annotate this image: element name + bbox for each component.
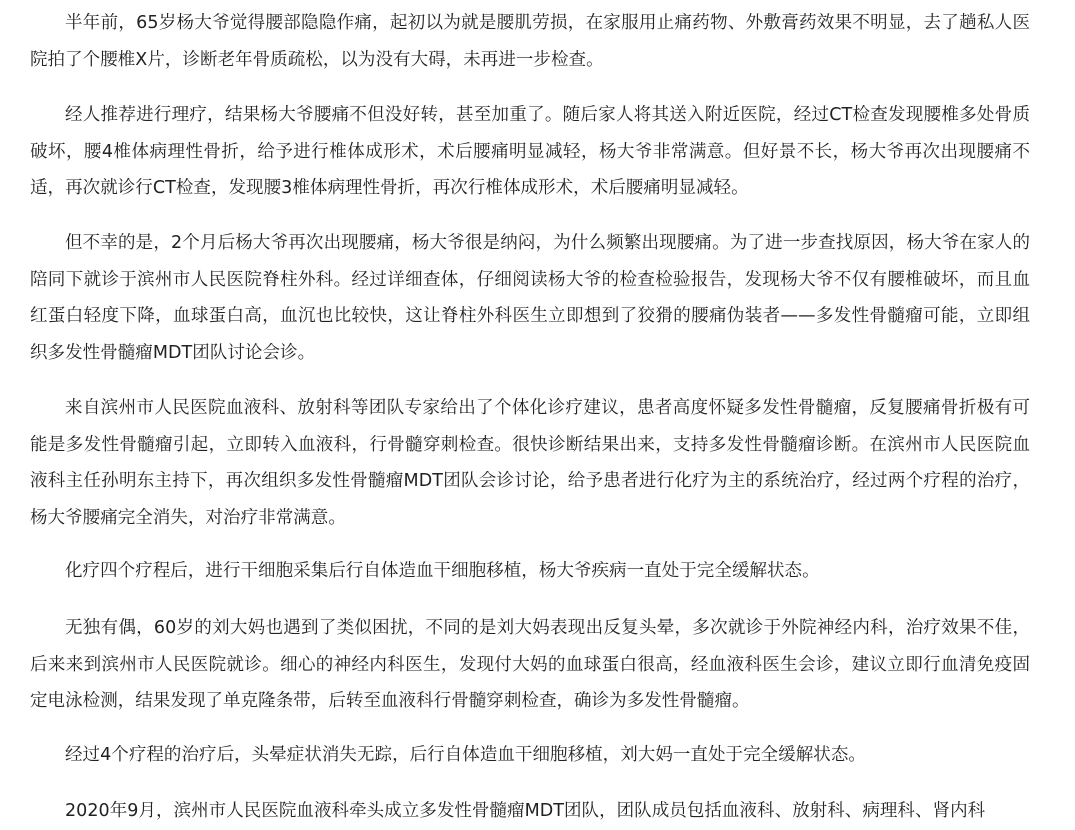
article-body [30, 0, 1030, 821]
paragraph-1: 半年前，65岁杨大爷觉得腰部隐隐作痛，起初以为就是腰肌劳损，在家服用止痛药物、外敷膏药效果不明显，去了趟私人医院拍了个腰椎X片，诊断老年骨质疏松，以为没有大碍，未再进一步检查。 [30, 13, 1030, 70]
paragraph-5: 化疗四个疗程后，进行干细胞采集后行自体造血干细胞移植，杨大爷疾病一直处于完全缓解状态。 [65, 561, 820, 581]
paragraph-4: 来自滨州市人民医院血液科、放射科等团队专家给出了个体化诊疗建议，患者高度怀疑多发性骨髓瘤，反复腰痛骨折极有可能是多发性骨髓瘤引起，立即转入血液科，行骨髓穿刺检查。很快诊断结果出来，支持多发性骨髓瘤诊断。在滨州市人民医院血液科主任孙明东主持下，再次组织多发性骨髓瘤MDT团队会诊讨论，给予患者进行化疗为主的系统治疗，经过两个疗程的治疗，杨大爷腰痛完全消失，对治疗非常满意。 [30, 398, 1030, 528]
paragraph-8-partial: 2020年9月，滨州市人民医院血液科牵头成立多发性骨髓瘤MDT团队，团队成员包括血液科、放射科、病理科、肾内科 [65, 801, 986, 821]
paragraph-6: 无独有偶，60岁的刘大妈也遇到了类似困扰，不同的是刘大妈表现出反复头晕，多次就诊于外院神经内科，治疗效果不佳，后来来到滨州市人民医院就诊。细心的神经内科医生，发现付大妈的血球蛋白很高，经血液科医生会诊，建议立即行血清免疫固定电泳检测，结果发现了单克隆条带，后转至血液科行骨髓穿刺检查，确诊为多发性骨髓瘤。 [30, 618, 1030, 711]
paragraph-2: 经人推荐进行理疗，结果杨大爷腰痛不但没好转，甚至加重了。随后家人将其送入附近医院，经过CT检查发现腰椎多处骨质破坏，腰4椎体病理性骨折，给予进行椎体成形术，术后腰痛明显减轻，杨大爷非常满意。但好景不长，杨大爷再次出现腰痛不适，再次就诊行CT检查，发现腰3椎体病理性骨折，再次行椎体成形术，术后腰痛明显减轻。 [30, 105, 1030, 198]
paragraph-3: 但不幸的是，2个月后杨大爷再次出现腰痛，杨大爷很是纳闷，为什么频繁出现腰痛。为了进一步查找原因，杨大爷在家人的陪同下就诊于滨州市人民医院脊柱外科。经过详细查体，仔细阅读杨大爷的检查检验报告，发现杨大爷不仅有腰椎破坏，而且血红蛋白轻度下降，血球蛋白高，血沉也比较快，这让脊柱外科医生立即想到了狡猾的腰痛伪装者——多发性骨髓瘤可能，立即组织多发性骨髓瘤MDT团队讨论会诊。 [30, 233, 1030, 363]
paragraph-7: 经过4个疗程的治疗后，头晕症状消失无踪，后行自体造血干细胞移植，刘大妈一直处于完全缓解状态。 [65, 745, 866, 765]
